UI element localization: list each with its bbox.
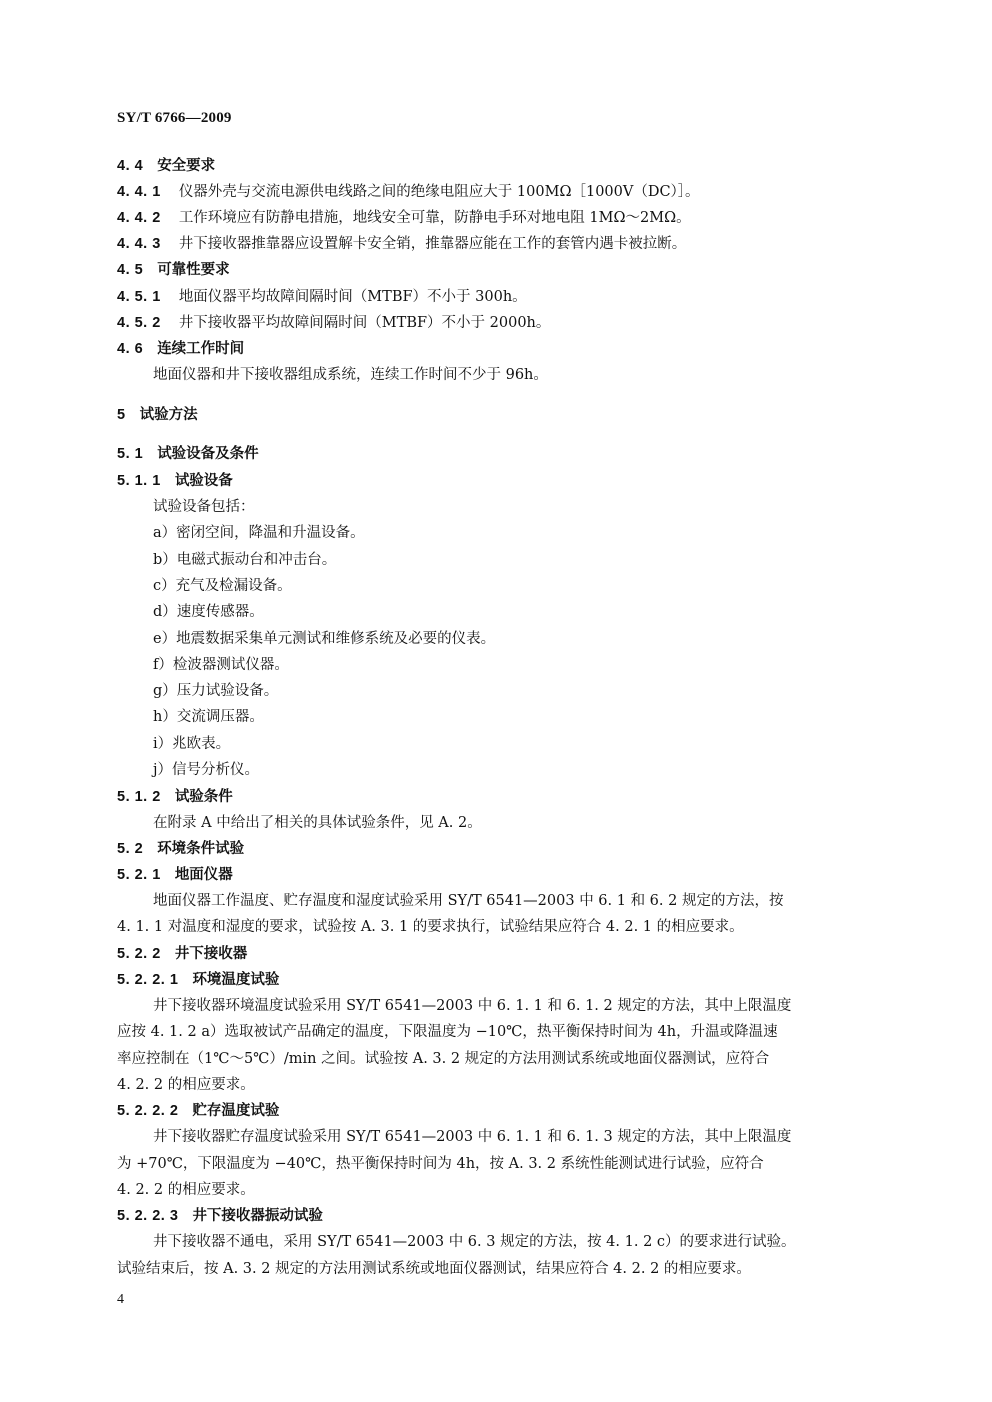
clause-text: 地面仪器平均故障间隔时间（MTBF）不小于 300h。 (178, 289, 527, 305)
clause-number: 4. 4. 2 (117, 210, 161, 226)
paragraph-line: 井下接收器环境温度试验采用 SY/T 6541—2003 中 6. 1. 1 和 6. 1. 2 规定的方法，其中上限温度 (153, 998, 792, 1014)
heading-5-1-1 (117, 471, 233, 491)
heading-5-2-2-1 (117, 970, 279, 990)
heading-4-4 (117, 156, 215, 176)
list-item: c）充气及检漏设备。 (153, 578, 292, 594)
paragraph-5-1-2: 在附录 A 中给出了相关的具体试验条件，见 A. 2。 (153, 815, 482, 831)
section-number: 5. 1. 2 (117, 789, 161, 805)
section-title: 地面仪器 (174, 867, 233, 883)
chapter-title: 试验方法 (139, 407, 198, 423)
section-title: 连续工作时间 (157, 341, 245, 357)
heading-5-2-2 (117, 944, 247, 964)
paragraph-line: 井下接收器不通电，采用 SY/T 6541—2003 中 6. 3 规定的方法，按 4. 1. 2 c）的要求进行试验。 (153, 1234, 796, 1250)
paragraph-line: 应按 4. 1. 2 a）选取被试产品确定的温度，下限温度为 −10℃，热平衡保持时间为 4h，升温或降温速 (117, 1024, 778, 1040)
section-title: 可靠性要求 (157, 262, 230, 278)
list-item: a）密闭空间，降温和升温设备。 (153, 525, 365, 541)
paragraph-line: 为 +70℃，下限温度为 −40℃，热平衡保持时间为 4h，按 A. 3. 2 系统性能测试进行试验，应符合 (117, 1156, 764, 1172)
page-number: 4 (117, 1292, 124, 1307)
list-item: h）交流调压器。 (153, 709, 264, 725)
section-number: 5. 2. 2 (117, 946, 161, 962)
section-title: 井下接收器振动试验 (192, 1208, 323, 1224)
section-number: 4. 6 (117, 341, 144, 357)
heading-5-2-1 (117, 865, 233, 885)
clause-text: 井下接收器推靠器应设置解卡安全销，推靠器应能在工作的套管内遇卡被拉断。 (178, 236, 687, 252)
section-number: 5. 2. 1 (117, 867, 161, 883)
paragraph-line: 4. 2. 2 的相应要求。 (117, 1077, 255, 1093)
standard-code-header: SY/T 6766—2009 (117, 110, 232, 126)
clause-number: 4. 4. 1 (117, 184, 161, 200)
list-item: f）检波器测试仪器。 (153, 657, 289, 673)
section-number: 4. 5 (117, 262, 144, 278)
heading-5-2-2-2 (117, 1101, 279, 1121)
paragraph-line: 4. 1. 1 对温度和湿度的要求，试验按 A. 3. 1 的要求执行，试验结果应符合 4. 2. 1 的相应要求。 (117, 919, 744, 935)
clause-4-4-2 (117, 208, 691, 228)
list-item: e）地震数据采集单元测试和维修系统及必要的仪表。 (153, 631, 496, 647)
clause-text: 仪器外壳与交流电源供电线路之间的绝缘电阻应大于 100MΩ［1000V（DC）］。 (178, 184, 700, 200)
section-number: 5. 2. 2. 1 (117, 972, 179, 988)
heading-5-1 (117, 444, 259, 464)
list-item: g）压力试验设备。 (153, 683, 279, 699)
section-title: 环境条件试验 (157, 841, 245, 857)
section-title: 试验条件 (174, 789, 233, 805)
list-item: i）兆欧表。 (153, 736, 231, 752)
paragraph-line: 地面仪器工作温度、贮存温度和湿度试验采用 SY/T 6541—2003 中 6. 1 和 6. 2 规定的方法，按 (153, 893, 784, 909)
heading-4-6 (117, 339, 244, 359)
clause-text: 工作环境应有防静电措施，地线安全可靠，防静电手环对地电阻 1MΩ～2MΩ。 (178, 210, 691, 226)
clause-4-5-2 (117, 313, 550, 333)
heading-5-2 (117, 839, 244, 859)
list-item: j）信号分析仪。 (153, 762, 259, 778)
heading-5-1-2 (117, 787, 233, 807)
clause-number: 4. 4. 3 (117, 236, 161, 252)
clause-number: 4. 5. 1 (117, 289, 161, 305)
clause-number: 4. 5. 2 (117, 315, 161, 331)
paragraph-line: 试验结束后，按 A. 3. 2 规定的方法用测试系统或地面仪器测试，结果应符合 4. 2. 2 的相应要求。 (117, 1261, 751, 1277)
heading-4-5 (117, 260, 230, 280)
section-number: 5. 2 (117, 841, 144, 857)
clause-4-5-1 (117, 287, 527, 307)
section-number: 5. 1. 1 (117, 473, 161, 489)
section-title: 安全要求 (157, 158, 216, 174)
section-title: 试验设备及条件 (157, 446, 259, 462)
paragraph-4-6: 地面仪器和井下接收器组成系统，连续工作时间不少于 96h。 (153, 367, 548, 383)
section-number: 5. 1 (117, 446, 144, 462)
section-title: 贮存温度试验 (192, 1103, 280, 1119)
section-title: 井下接收器 (174, 946, 248, 962)
section-title: 试验设备 (174, 473, 233, 489)
chapter-number: 5 (117, 407, 126, 423)
chapter-5-heading (117, 405, 198, 425)
clause-4-4-3 (117, 234, 686, 254)
clause-4-4-1 (117, 182, 700, 202)
heading-5-2-2-3 (117, 1206, 323, 1226)
section-number: 5. 2. 2. 3 (117, 1208, 179, 1224)
paragraph-line: 4. 2. 2 的相应要求。 (117, 1182, 255, 1198)
paragraph-line: 井下接收器贮存温度试验采用 SY/T 6541—2003 中 6. 1. 1 和 6. 1. 3 规定的方法，其中上限温度 (153, 1129, 792, 1145)
equipment-intro: 试验设备包括： (153, 499, 255, 515)
section-number: 4. 4 (117, 158, 144, 174)
list-item: d）速度传感器。 (153, 604, 264, 620)
clause-text: 井下接收器平均故障间隔时间（MTBF）不小于 2000h。 (178, 315, 551, 331)
list-item: b）电磁式振动台和冲击台。 (153, 552, 337, 568)
section-title: 环境温度试验 (192, 972, 280, 988)
paragraph-line: 率应控制在（1℃～5℃）/min 之间。试验按 A. 3. 2 规定的方法用测试系统或地面仪器测试，应符合 (117, 1051, 770, 1067)
section-number: 5. 2. 2. 2 (117, 1103, 179, 1119)
